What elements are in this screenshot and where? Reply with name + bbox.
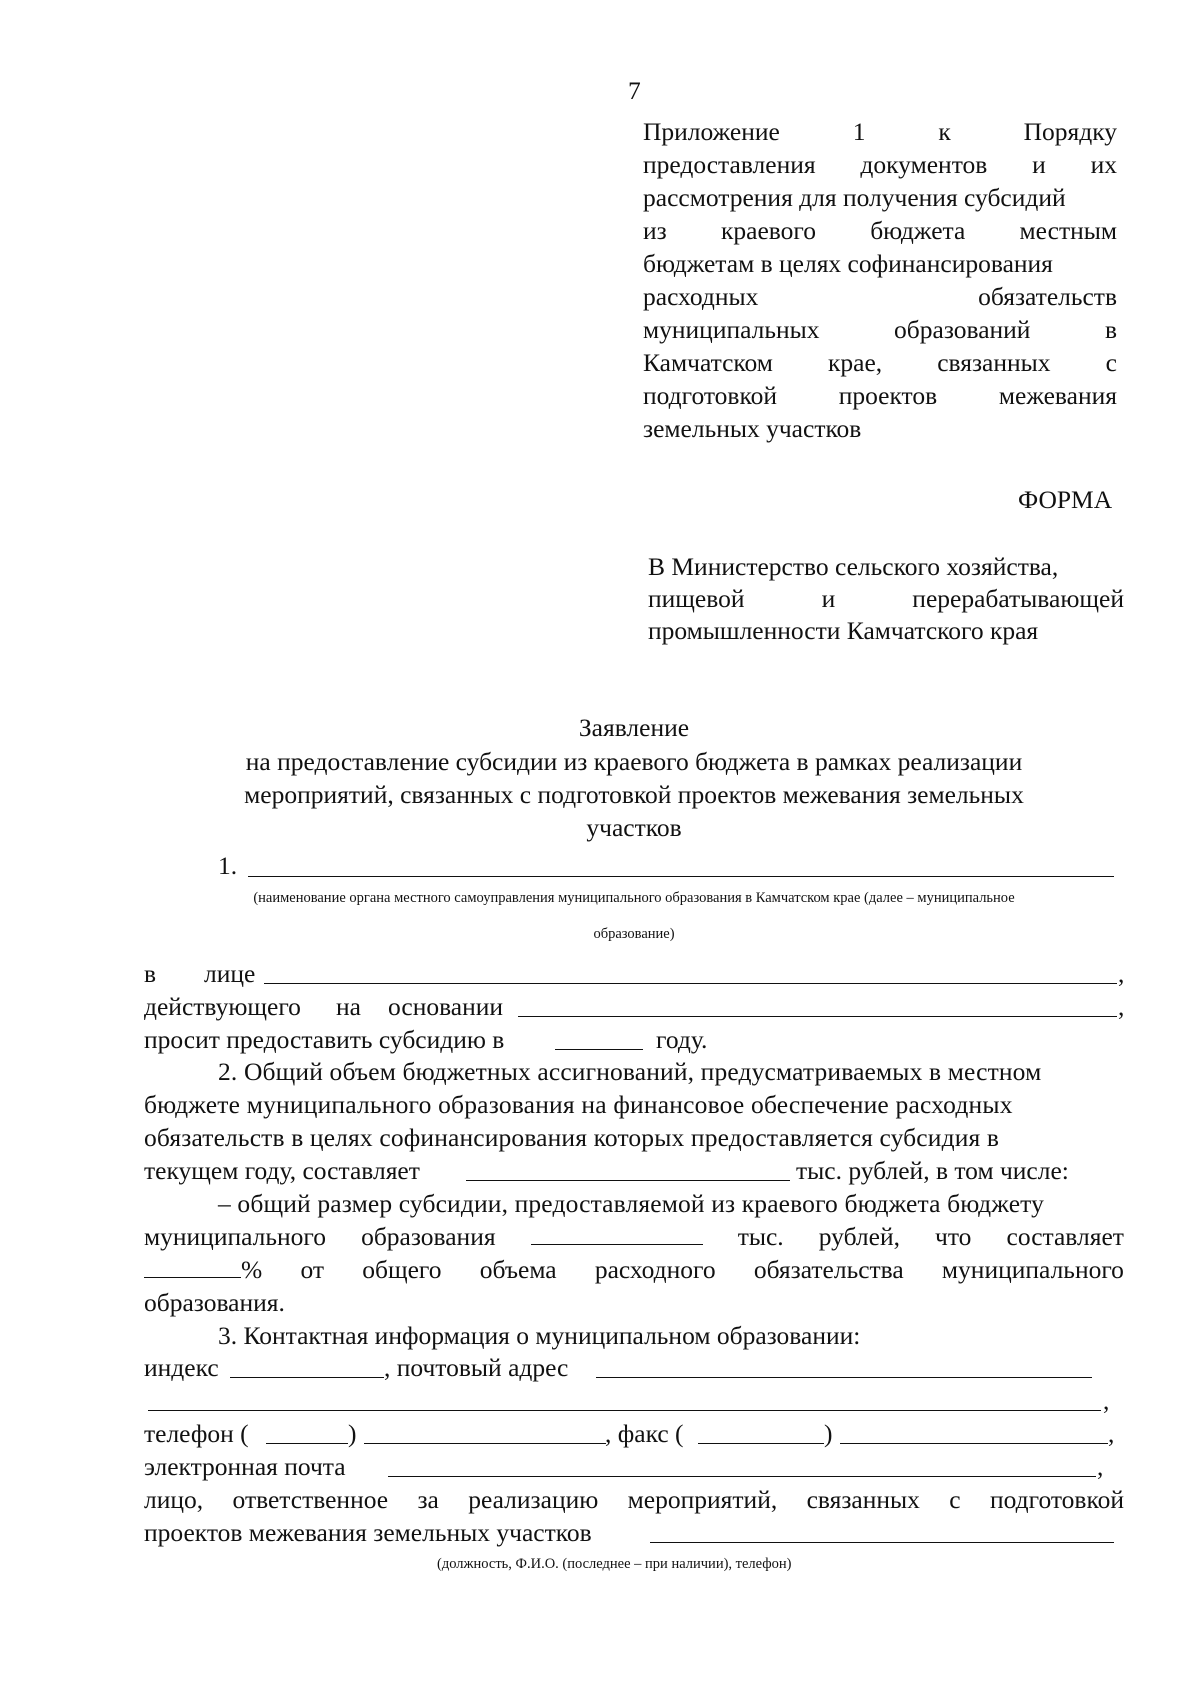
phone-field[interactable] [364,1443,606,1444]
word: рублей, [818,1222,900,1251]
section2-line-8: образования. [144,1288,285,1317]
label-request: просит предоставить субсидию в [144,1025,505,1054]
appendix-line-2 [643,150,1117,180]
word: муниципального [941,1255,1124,1284]
word: 1 [852,117,866,146]
comma: , [1097,1452,1104,1481]
section2-line-6 [144,1222,1124,1252]
subsidy-amount-field[interactable] [531,1222,703,1245]
section2-line-4a: текущем году, составляет [144,1156,420,1185]
word: образования [361,1222,496,1251]
comma: , [1103,1386,1110,1415]
word: Камчатском [643,348,773,377]
word: составляет [1006,1222,1124,1251]
paren: ) [824,1419,833,1448]
word: за [417,1485,439,1514]
section2-line-2: бюджете муниципального образования на финансовое обеспечение расходных [144,1090,1013,1119]
basis-field[interactable] [518,1016,1117,1017]
word: с [1105,348,1117,377]
section2-line-3: обязательств в целях софинансирования которых предоставляется субсидия в [144,1123,1000,1152]
label-fax: , факс ( [605,1419,684,1448]
form-label: ФОРМА [1018,485,1113,514]
postal-address-field[interactable] [596,1377,1092,1378]
label-on: на [336,992,361,1021]
word: обязательств [978,282,1117,311]
label-v: в [144,959,157,988]
section2-line-1 [218,1057,1124,1087]
representative-field[interactable] [264,983,1117,984]
appendix-line-7 [643,315,1117,345]
word: с [949,1485,961,1514]
word: образований [894,315,1031,344]
addressee-line-2 [648,584,1124,614]
section3-heading: 3. Контактная информация о муниципальном образовании: [218,1321,861,1350]
word: связанных [806,1485,920,1514]
appendix-line-5: бюджетам в целях софинансирования [643,249,1053,278]
label-acting: действующего [144,992,301,1021]
title-line-3: мероприятий, связанных с подготовкой проектов межевания земельных [244,780,1024,809]
municipality-caption-2: образование) [593,926,675,942]
title-line-2: на предоставление субсидии из краевого бюджета в рамках реализации [245,747,1023,776]
addressee-line-3: промышленности Камчатского края [648,616,1039,645]
word: тыс. [737,1222,784,1251]
label-year: году. [656,1025,708,1054]
section2-line-7 [144,1255,1124,1285]
word: муниципального [144,1222,326,1251]
word: Порядку [1023,117,1117,146]
postal-address-field-2[interactable] [148,1410,1101,1411]
responsible-line [144,1485,1124,1515]
phone-code-field[interactable] [266,1443,348,1444]
email-field[interactable] [388,1476,1096,1477]
word: к [938,117,951,146]
word: от [300,1255,325,1284]
index-field[interactable] [230,1377,384,1378]
appendix-line-10: земельных участков [643,414,862,443]
appendix-line-1 [643,117,1117,147]
label-phone: телефон ( [144,1419,249,1448]
responsible-person-field[interactable] [650,1542,1114,1543]
comma: , [1118,959,1125,988]
appendix-line-4 [643,216,1117,246]
appendix-line-3: рассмотрения для получения субсидий [643,183,1066,212]
fax-field[interactable] [840,1443,1108,1444]
page-number: 7 [628,76,641,105]
title-line-4: участков [586,813,682,842]
section1-number: 1. [218,851,238,880]
word: местным [1019,216,1117,245]
word: в [1104,315,1117,344]
word: Приложение [643,117,780,146]
comma: , [1108,1419,1115,1448]
percent-sign: % [241,1255,263,1284]
section2-line-5: – общий размер субсидии, предоставляемой из краевого бюджета бюджету [218,1189,1045,1218]
word: межевания [998,381,1117,410]
word: общего [362,1255,442,1284]
fax-code-field[interactable] [698,1443,824,1444]
word: из [643,216,667,245]
word: муниципальных [643,315,820,344]
word: документов [860,150,988,179]
label-email: электронная почта [144,1452,346,1481]
appendix-line-9 [643,381,1117,411]
addressee-line-1: В Министерство сельского хозяйства, [648,552,1059,581]
label-in-person: лице [204,959,256,988]
word: подготовкой [990,1485,1124,1514]
appendix-line-8 [643,348,1117,378]
word: их [1090,150,1117,179]
label-responsible-2: проектов межевания земельных участков [144,1518,592,1547]
word: что [935,1222,972,1251]
comma: , [1118,992,1125,1021]
section2-line-4b: тыс. рублей, в том числе: [796,1156,1069,1185]
paren: ) [348,1419,357,1448]
label-index: индекс [144,1353,219,1382]
word: краевого [720,216,816,245]
word: ответственное [232,1485,389,1514]
word: проектов [838,381,938,410]
year-field[interactable] [555,1049,643,1050]
word: подготовкой [643,381,777,410]
word: крае, [827,348,883,377]
word: реализацию [468,1485,599,1514]
responsible-caption: (должность, Ф.И.О. (последнее – при наличии), телефон) [437,1556,792,1572]
label-basis: основании [388,992,504,1021]
word: перерабатывающей [912,584,1124,613]
word: и [821,584,836,613]
label-postal: , почтовый адрес [384,1353,569,1382]
percent-field[interactable] [144,1255,241,1278]
word: расходного [594,1255,716,1284]
word: обязательства [753,1255,904,1284]
word: связанных [937,348,1051,377]
budget-total-field[interactable] [466,1180,790,1181]
title-line-1: Заявление [578,713,690,742]
word: пищевой [648,584,745,613]
municipality-name-field[interactable] [248,876,1114,877]
word: бюджета [870,216,966,245]
municipality-caption-1: (наименование органа местного самоуправления муниципального образования в Камчатском крае (далее – муниципальное [253,890,1015,906]
text: 2. Общий объем бюджетных ассигнований, предусматриваемых в местном [218,1057,1042,1086]
word: и [1032,150,1046,179]
appendix-line-6 [643,282,1117,312]
word: расходных [643,282,759,311]
word: предоставления [643,150,816,179]
word: лицо, [144,1485,204,1514]
word: объема [479,1255,557,1284]
word: мероприятий, [627,1485,778,1514]
